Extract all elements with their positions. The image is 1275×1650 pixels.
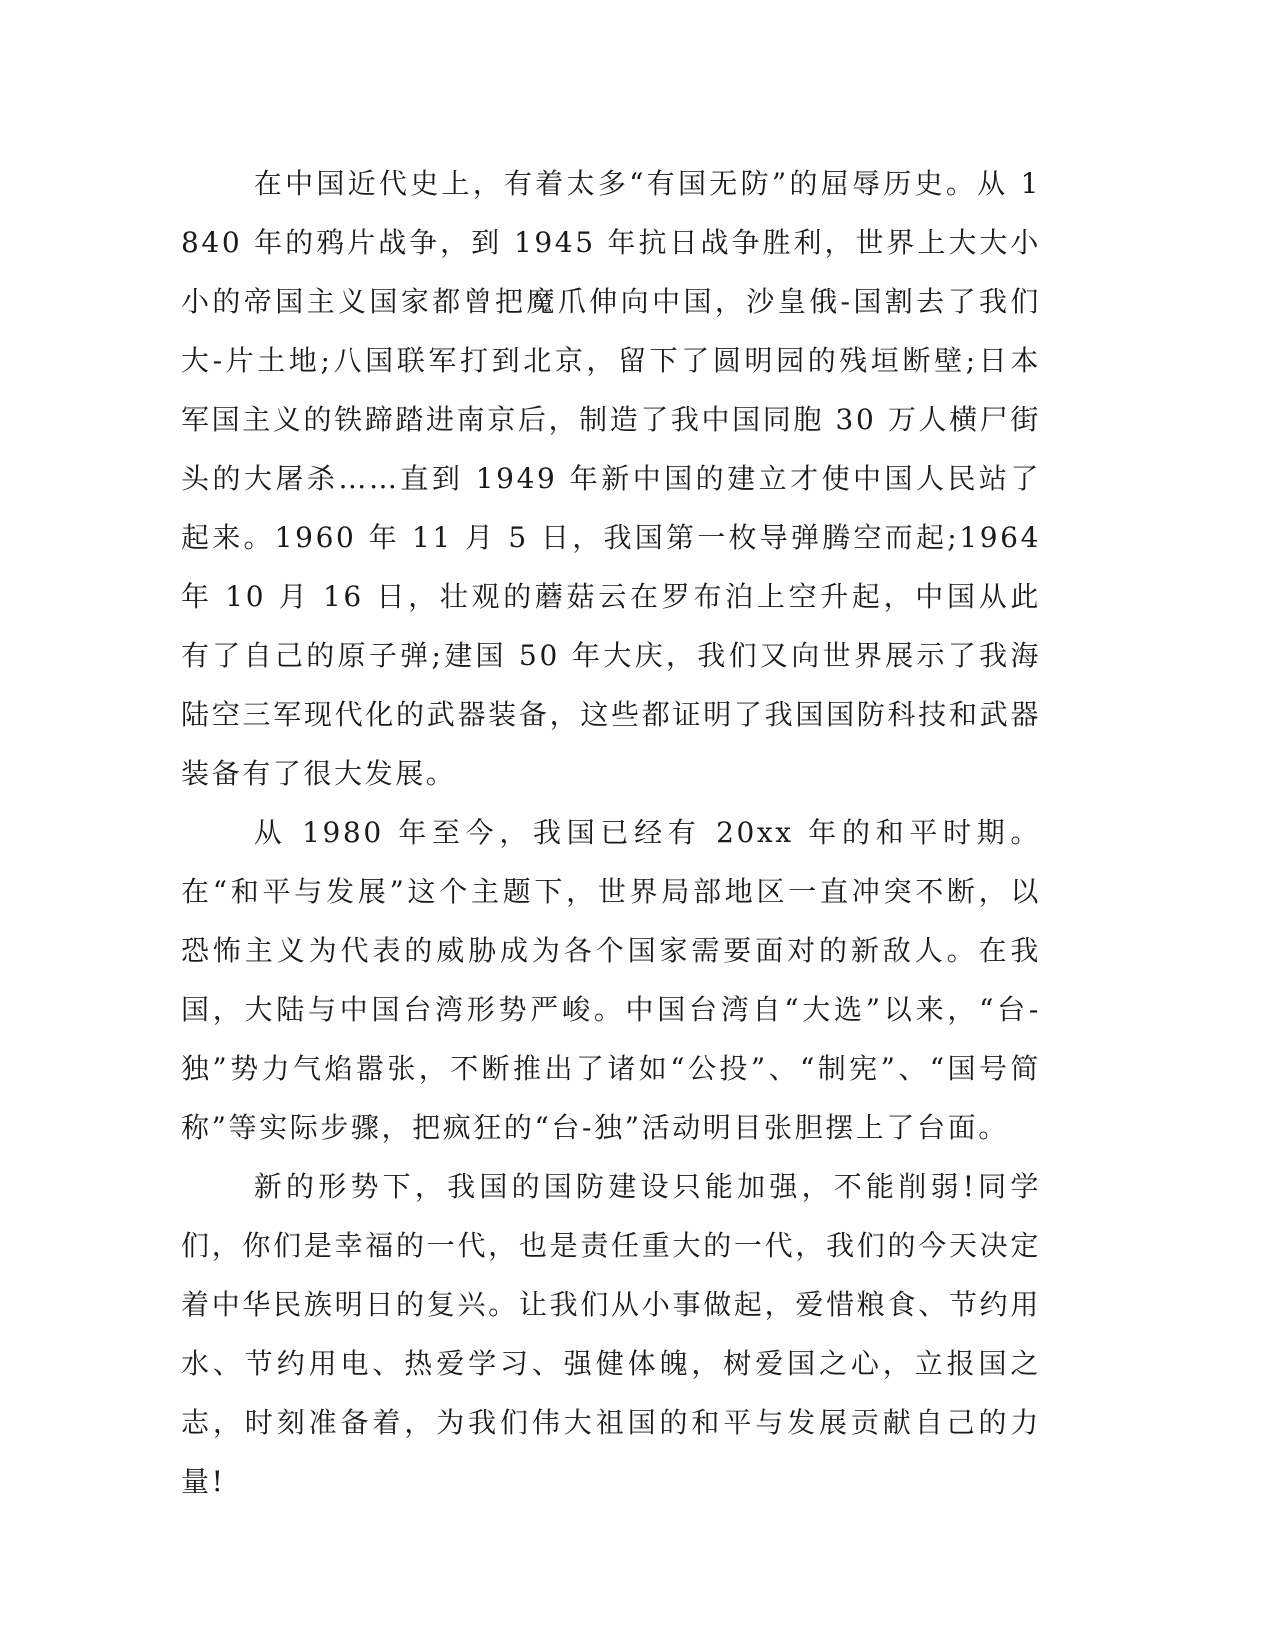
paragraph-peace-period: 从 1980 年至今，我国已经有 20xx 年的和平时期。在“和平与发展”这个主题下，世界局部地区一直冲突不断，以恐怖主义为代表的威胁成为各个国家需要面对的新敌人。在我国，大陆与中国台湾形势严峻。中国台湾自“大选”以来，“台-独”势力气焰嚣张，不断推出了诸如“公投”、“制宪”、“国号简称”等实际步骤，把疯狂的“台-独”活动明目张胆摆上了台面。: [181, 816, 1041, 1144]
paragraph-call-to-action: 新的形势下，我国的国防建设只能加强，不能削弱!同学们，你们是幸福的一代，也是责任重大的一代，我们的今天决定着中华民族明日的复兴。让我们从小事做起，爱惜粮食、节约用水、节约用电、热爱学习、强健体魄，树爱国之心，立报国之志，时刻准备着，为我们伟大祖国的和平与发展贡献自己的力量!: [181, 1170, 1041, 1498]
document-body: [181, 154, 1041, 1511]
paragraph-modern-history: 在中国近代史上，有着太多“有国无防”的屈辱历史。从 1840 年的鸦片战争，到 1945 年抗日战争胜利，世界上大大小小的帝国主义国家都曾把魔爪伸向中国，沙皇俄-国割去了我们大-片土地;八国联军打到北京，留下了圆明园的残垣断壁;日本军国主义的铁蹄踏进南京后，制造了我中国同胞 30 万人横尸街头的大屠杀……直到 1949 年新中国的建立才使中国人民站了起来。1960 年 11 月 5 日，我国第一枚导弹腾空而起;1964 年 10 月 16 日，壮观的蘑菇云在罗布泊上空升起，中国从此有了自己的原子弹;建国 50 年大庆，我们又向世界展示了我海陆空三军现代化的武器装备，这些都证明了我国国防科技和武器装备有了很大发展。: [181, 167, 1041, 790]
